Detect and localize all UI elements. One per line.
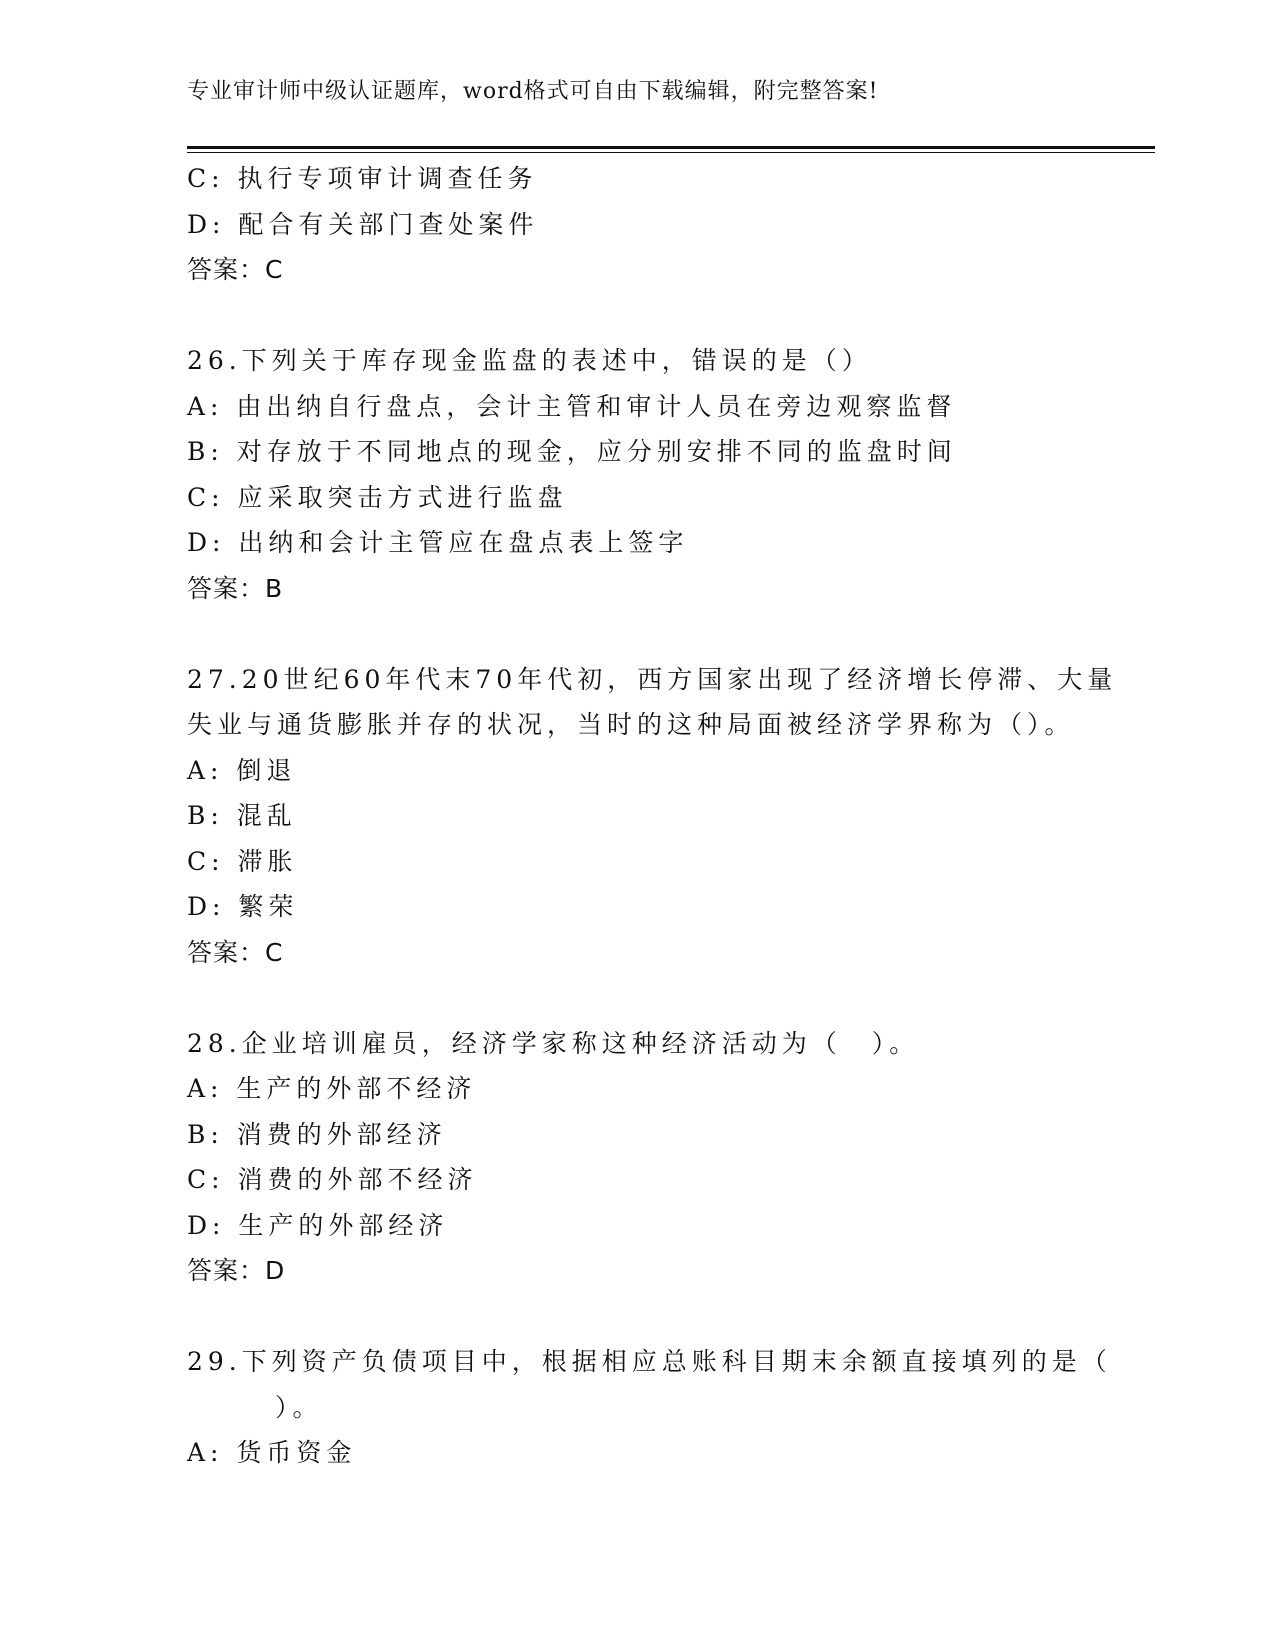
option-a: A: 货币资金 (187, 1438, 357, 1467)
answer: 答案：C (187, 937, 284, 967)
question-list (187, 156, 1118, 1476)
option-b: B: 混乱 (187, 801, 297, 830)
option-c: C: 应采取突击方式进行监盘 (187, 482, 568, 512)
question-stem: 28.企业培训雇员，经济学家称这种经济活动为（ ）。 (187, 1028, 920, 1058)
spacer (187, 1294, 1087, 1340)
question-stem: 26.下列关于库存现金监盘的表述中，错误的是（） (187, 346, 872, 375)
question-stem-continued: ）。 (275, 1392, 323, 1422)
option-d: D: 生产的外部经济 (187, 1210, 449, 1240)
spacer (187, 975, 1087, 1021)
question-stem: 27.20世纪60年代末70年代初，西方国家出现了经济增长停滞、大量 (187, 664, 1118, 694)
spacer (187, 611, 1087, 657)
page-header: 专业审计师中级认证题库，word格式可自由下载编辑，附完整答案! (187, 79, 879, 104)
option-d: D: 繁荣 (187, 892, 299, 921)
option-a: A: 倒退 (187, 755, 297, 785)
header-rule-thin (187, 152, 1155, 153)
question-stem-continued: 失业与通货膨胀并存的状况，当时的这种局面被经济学界称为（）。 (187, 710, 1075, 739)
answer: 答案：D (187, 1256, 286, 1285)
option-d: D: 出纳和会计主管应在盘点表上签字 (187, 528, 689, 557)
answer: 答案：C (187, 255, 284, 284)
header-rule-thick (187, 146, 1155, 149)
question-stem: 29.下列资产负债项目中，根据相应总账科目期末余额直接填列的是（ (187, 1347, 1112, 1376)
option-b: B: 消费的外部经济 (187, 1119, 447, 1149)
answer: 答案：B (187, 573, 284, 603)
option-c: C: 执行专项审计调查任务 (187, 164, 538, 193)
spacer (187, 293, 1087, 339)
option-c: C: 消费的外部不经济 (187, 1165, 478, 1194)
option-c: C: 滞胀 (187, 846, 298, 876)
option-a: A: 由出纳自行盘点，会计主管和审计人员在旁边观察监督 (187, 391, 957, 421)
option-b: B: 对存放于不同地点的现金，应分别安排不同的监盘时间 (187, 437, 957, 466)
option-d: D: 配合有关部门查处案件 (187, 209, 539, 239)
option-a: A: 生产的外部不经济 (187, 1074, 477, 1103)
